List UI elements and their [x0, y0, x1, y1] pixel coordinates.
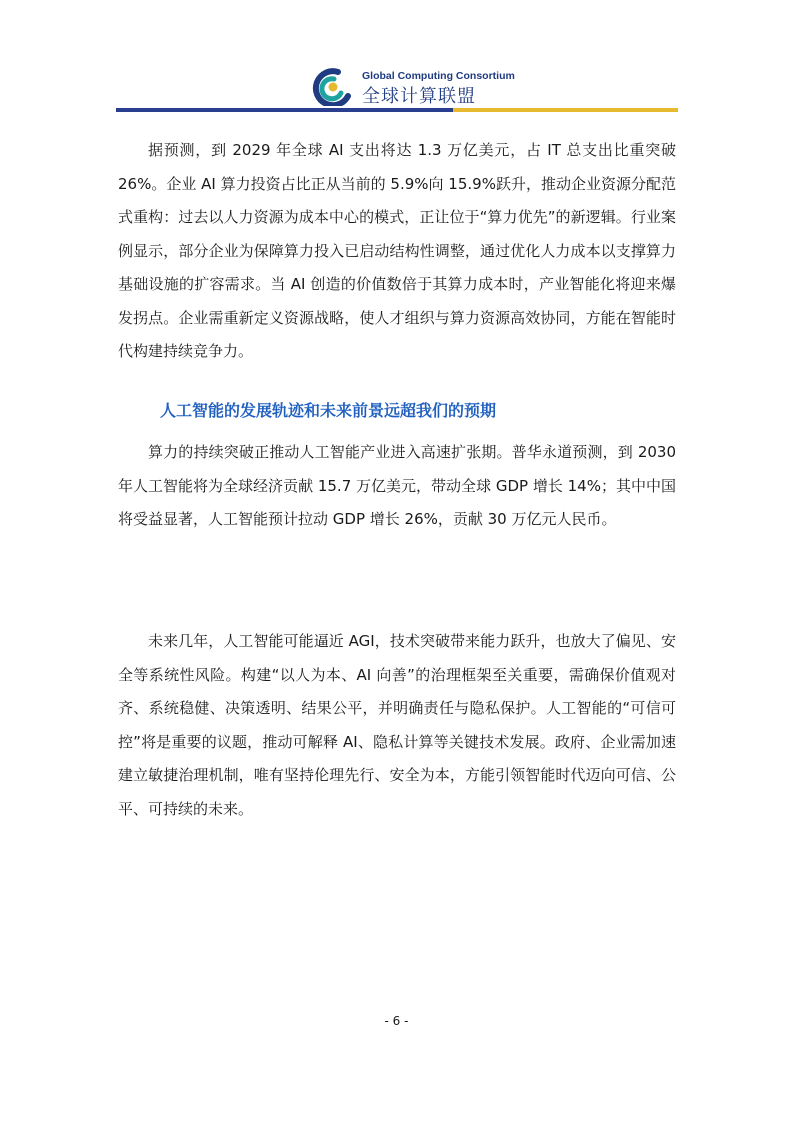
- paragraph-1-block: [118, 134, 676, 369]
- paragraph-1: 据预测，到 2029 年全球 AI 支出将达 1.3 万亿美元，占 IT 总支出比重突破 26%。企业 AI 算力投资占比正从当前的 5.9%向 15.9%跃升，推动企业资源分配范式重构：过去以人力资源为成本中心的模式，正让位于“算力优先”的新逻辑。行业案例显示，部分企业为保障算力投入已启动结构性调整，通过优化人力成本以支撑算力基础设施的扩容需求。当 AI 创造的价值数倍于其算力成本时，产业智能化将迎来爆发拐点。企业需重新定义资源战略，使人才组织与算力资源高效协同，方能在智能时代构建持续竞争力。: [118, 141, 676, 360]
- brand-name-en: Global Computing Consortium: [362, 70, 515, 82]
- brand-name-cn: 全球计算联盟: [362, 86, 476, 107]
- paragraph-3: 未来几年，人工智能可能逼近 AGI，技术突破带来能力跃升，也放大了偏见、安全等系统性风险。构建“以人为本、AI 向善”的治理框架至关重要，需确保价值观对齐、系统稳健、决策透明、结果公平，并明确责任与隐私保护。人工智能的“可信可控”将是重要的议题，推动可解释 AI、隐私计算等关键技术发展。政府、企业需加速建立敏捷治理机制，唯有坚持伦理先行、安全为本，方能引领智能时代迈向可信、公平、可持续的未来。: [118, 632, 676, 818]
- paragraph-2: 算力的持续突破正推动人工智能产业进入高速扩张期。普华永道预测，到 2030 年人工智能将为全球经济贡献 15.7 万亿美元，带动全球 GDP 增长 14%；其中中国将受益显著，人工智能预计拉动 GDP 增长 26%，贡献 30 万亿元人民币。: [118, 443, 676, 528]
- paragraph-2-block: [118, 436, 676, 537]
- page-header: [0, 0, 793, 120]
- gcc-logo-icon: [308, 66, 354, 106]
- paragraph-3-block: [118, 625, 676, 826]
- page-number: - 6 -: [384, 1014, 409, 1028]
- section-title-block: [118, 396, 676, 426]
- section-title: 人工智能的发展轨迹和未来前景远超我们的预期: [160, 401, 497, 420]
- header-divider: [116, 108, 678, 112]
